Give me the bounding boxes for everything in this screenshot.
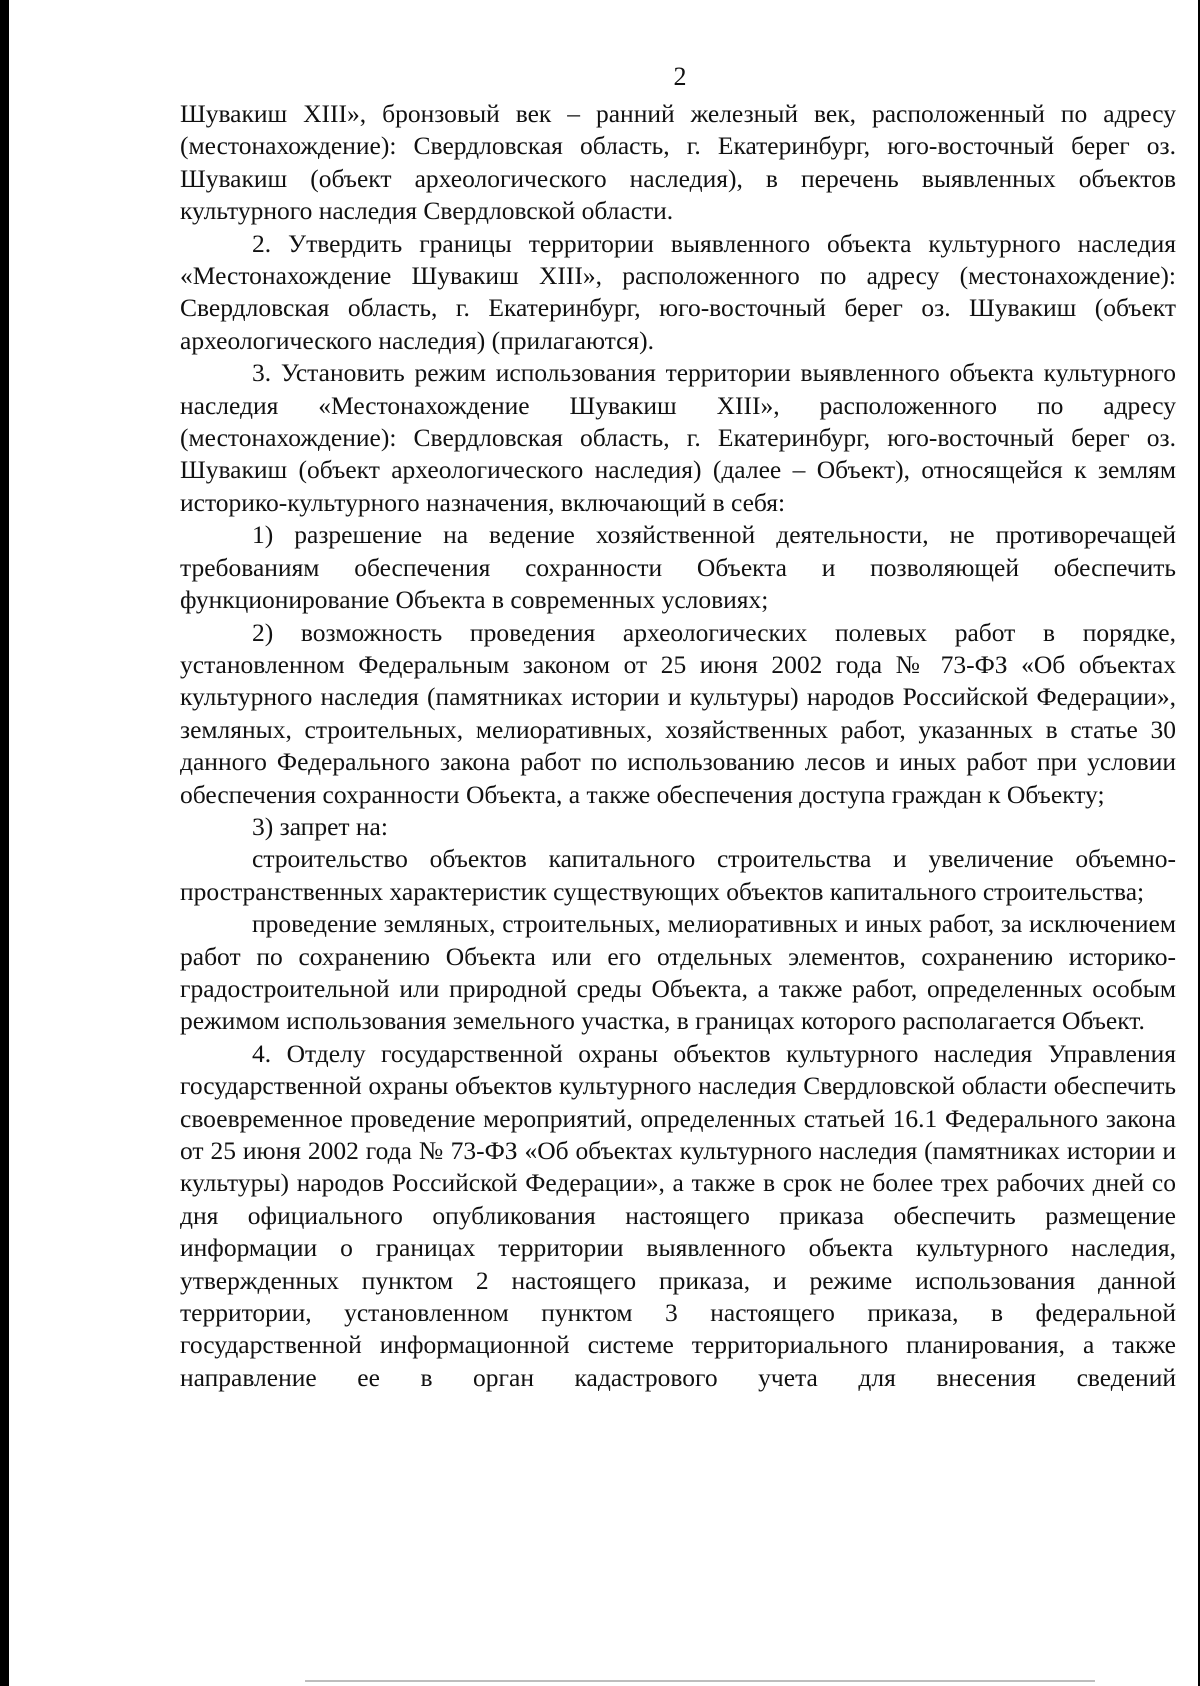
paragraph-prohibition-works: проведение земляных, строительных, мелиоративных и иных работ, за исключением работ по сохранению Объекта или его отдельных элементов, сохранению историко-градостроительной или природной среды Объекта, а также работ, определенных особым режимом использования земельного участка, в границах которого располагается Объект. (180, 909, 1176, 1036)
page-number: 2 (673, 62, 687, 91)
paragraph-subitem-1: 1) разрешение на ведение хозяйственной деятельности, не противоречащей требованиям обеспечения сохранности Объекта и позволяющей обеспечить функционирование Объекта в современных условиях; (180, 520, 1176, 615)
paragraph-prohibition-construction: строительство объектов капитального строительства и увеличение объемно-пространственных характеристик существующих объектов капитального строительства; (180, 844, 1176, 906)
paragraph-subitem-3: 3) запрет на: (252, 811, 388, 841)
paragraph-subitem-2: 2) возможность проведения археологических полевых работ в порядке, установленном Федеральным законом от 25 июня 2002 года № 73-ФЗ «Об объектах культурного наследия (памятниках истории и культуры) народов Российской Федерации», земляных, строительных, мелиоративных, хозяйственных работ, указанных в статье 30 данного Федерального закона работ по использованию лесов и иных работ при условии обеспечения сохранности Объекта, а также обеспечения доступа граждан к Объекту; (180, 617, 1176, 809)
paragraph-continuation: Шувакиш XIII», бронзовый век – ранний железный век, расположенный по адресу (местонахождение): Свердловская область, г. Екатеринбург, юго-восточный берег оз. Шувакиш (объект археологического наследия), в перечень выявленных объектов культурного наследия Свердловской области. (180, 99, 1176, 226)
bottom-edge-line (305, 1680, 1095, 1682)
paragraph-item-4: 4. Отделу государственной охраны объектов культурного наследия Управления государственной охраны объектов культурного наследия Свердловской области обеспечить своевременное проведение мероприятий, определенных статьей 16.1 Федерального закона от 25 июня 2002 года № 73-ФЗ «Об объектах культурного наследия (памятниках истории и культуры) народов Российской Федерации», а также в срок не более трех рабочих дней со дня официального опубликования настоящего приказа обеспечить размещение информации о границах территории выявленного объекта культурного наследия, утвержденных пунктом 2 настоящего приказа, и режиме использования данной территории, установленном пунктом 3 настоящего приказа, в федеральной государственной информационной системе территориального планирования, а также направление ее в орган кадастрового учета для внесения сведений (180, 1038, 1176, 1392)
document-body (180, 98, 1176, 1394)
scan-edge-left (0, 0, 9, 1686)
paragraph-item-2: 2. Утвердить границы территории выявленного объекта культурного наследия «Местонахождение Шувакиш XIII», расположенного по адресу (местонахождение): Свердловская область, г. Екатеринбург, юго-восточный берег оз. Шувакиш (объект археологического наследия) (прилагаются). (180, 228, 1176, 355)
paragraph-item-3: 3. Установить режим использования территории выявленного объекта культурного наследия «Местонахождение Шувакиш XIII», расположенного по адресу (местонахождение): Свердловская область, г. Екатеринбург, юго-восточный берег оз. Шувакиш (объект археологического наследия) (далее – Объект), относящейся к землям историко-культурного назначения, включающий в себя: (180, 358, 1176, 517)
